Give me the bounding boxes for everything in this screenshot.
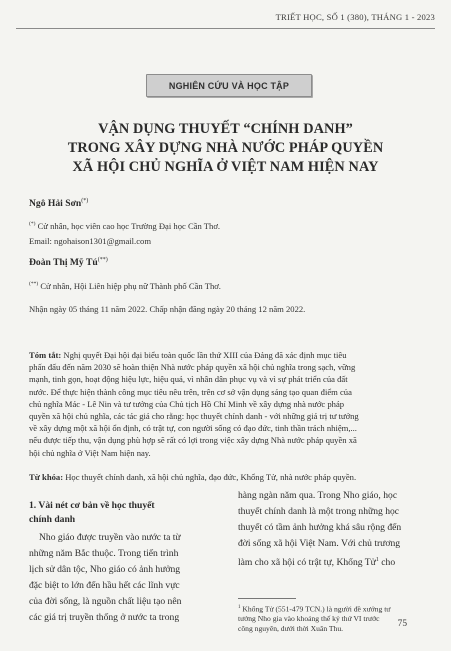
footnote-rule [238, 598, 296, 599]
page-number: 75 [397, 619, 407, 629]
abstract-line: nước. Để thực hiện thành công mục tiêu nêu trên, trên cơ sở vận dụng sáng tạo quan điểm của [29, 386, 352, 397]
body-line: đặc biệt to lớn đến hầu hết các lĩnh vực [29, 580, 180, 592]
abstract-line: nếu được tiếp thu, vận dụng phù hợp sẽ rất có lợi trong việc xây dựng Nhà nước pháp quyền xã [29, 435, 357, 446]
footnote-ref[interactable]: 1 [375, 557, 379, 564]
title-line: VẬN DỤNG THUYẾT “CHÍNH DANH” [98, 121, 353, 137]
body-line: đời sống xã hội Việt Nam. Với chủ trương [238, 538, 401, 550]
abstract-line: mạnh, tinh gọn, hoạt động hiệu lực, hiệu quả, vì nhân dân phục vụ và vì sự phát triển của đất [29, 374, 348, 385]
author-name-text: Đoàn Thị Mỹ Tú [29, 257, 98, 269]
section-heading [29, 499, 221, 527]
body-line: các giá trị truyền thống ở nước ta trong [29, 612, 180, 624]
body-line: những năm Bắc thuộc. Trong tiến trình [29, 548, 179, 560]
affiliation-mark: (*) [29, 221, 36, 228]
abstract-line: phấn đấu đến năm 2030 sẽ hoàn thiện Nhà nước pháp quyền xã hội chủ nghĩa trong sạch, vững [29, 362, 356, 373]
article-title [20, 120, 431, 177]
keywords-label: Từ khóa: [29, 472, 64, 482]
abstract-label: Tóm tắt: [29, 350, 62, 360]
author-name [29, 198, 88, 209]
body-column-left [29, 530, 223, 627]
abstract-line: về xây dựng một xã hội ổn định, có trật tự, con người sống có đạo đức, tinh thần trách nhiệm,... [29, 423, 357, 434]
header-rule [16, 28, 435, 29]
body-line: của đời sống, là nguồn chất liệu tạo nên [29, 596, 182, 608]
body-column-right [238, 488, 428, 572]
abstract-text: Nghị quyết Đại hội đại biểu toàn quốc lần thứ XIII của Đảng đã xác định mục tiêu [61, 350, 347, 360]
heading-line: chính danh [29, 514, 76, 525]
received-dates: Nhận ngày 05 tháng 11 năm 2022. Chấp nhận đăng ngày 20 tháng 12 năm 2022. [29, 304, 306, 314]
body-line: Nho giáo được truyền vào nước ta từ [39, 532, 181, 543]
heading-line: 1. Vài nét cơ bản về học thuyết [29, 500, 155, 511]
footnote-mark: 1 [238, 605, 241, 610]
body-text: làm cho xã hội có trật tự, Khổng Tử [238, 557, 376, 569]
author-affiliation [29, 221, 220, 231]
title-line: XÃ HỘI CHỦ NGHĨA Ở VIỆT NAM HIỆN NAY [72, 159, 379, 175]
footnote-text: Khổng Tử (551-479 TCN.) là người đề xướng tư [240, 604, 391, 614]
author-email: Email: ngohaison1301@gmail.com [29, 236, 152, 246]
author-name [29, 257, 108, 268]
affiliation-mark: (**) [29, 281, 39, 288]
footnote [238, 603, 390, 633]
affiliation-text: Cử nhân, Hội Liên hiệp phụ nữ Thành phố Cần Thơ. [40, 281, 221, 291]
abstract-line: hội chủ nghĩa ở Việt Nam hiện nay. [29, 447, 151, 458]
keywords-text: Học thuyết chính danh, xã hội chủ nghĩa, đạo đức, Khổng Tử, nhà nước pháp quyền. [63, 472, 357, 482]
section-badge: NGHIÊN CỨU VÀ HỌC TẬP [146, 74, 312, 97]
footnote-line: tưởng Nho gia vào khoảng thế kỷ thứ VI trước [238, 614, 380, 624]
body-line: thuyết chính danh là một trong những học [238, 506, 400, 518]
abstract-line: chủ nghĩa Mác - Lê Nin và tư tưởng của Chủ tịch Hồ Chí Minh về xây dựng nhà nước pháp [29, 398, 345, 409]
title-line: TRONG XÂY DỰNG NHÀ NƯỚC PHÁP QUYỀN [67, 140, 384, 156]
body-line: hàng ngàn năm qua. Trong Nho giáo, học [238, 490, 398, 501]
abstract [29, 349, 423, 459]
abstract-line: quyền xã hội chủ nghĩa, các tác giả cho rằng: học thuyết chính danh - với những giá trị tư tưởng [29, 411, 359, 422]
keywords [29, 472, 356, 482]
running-header: TRIẾT HỌC, SỐ 1 (380), THÁNG 1 - 2023 [275, 12, 435, 22]
author-affiliation [29, 281, 221, 291]
body-line [238, 552, 428, 571]
abstract-line [29, 349, 423, 361]
footnote-line: công nguyên, dưới thời Xuân Thu. [238, 623, 344, 633]
affiliation-text: Cử nhân, học viên cao học Trường Đại học Cần Thơ. [37, 221, 221, 231]
body-line: thuyết có tầm ảnh hưởng khá sâu rộng đến [238, 522, 402, 534]
author-mark: (*) [81, 198, 89, 204]
body-line: lịch sử dân tộc, Nho giáo có ảnh hưởng [29, 564, 181, 576]
author-name-text: Ngô Hải Sơn [29, 198, 82, 210]
body-text: cho [378, 557, 396, 569]
footnote-line [238, 603, 390, 614]
author-mark: (**) [97, 257, 108, 263]
